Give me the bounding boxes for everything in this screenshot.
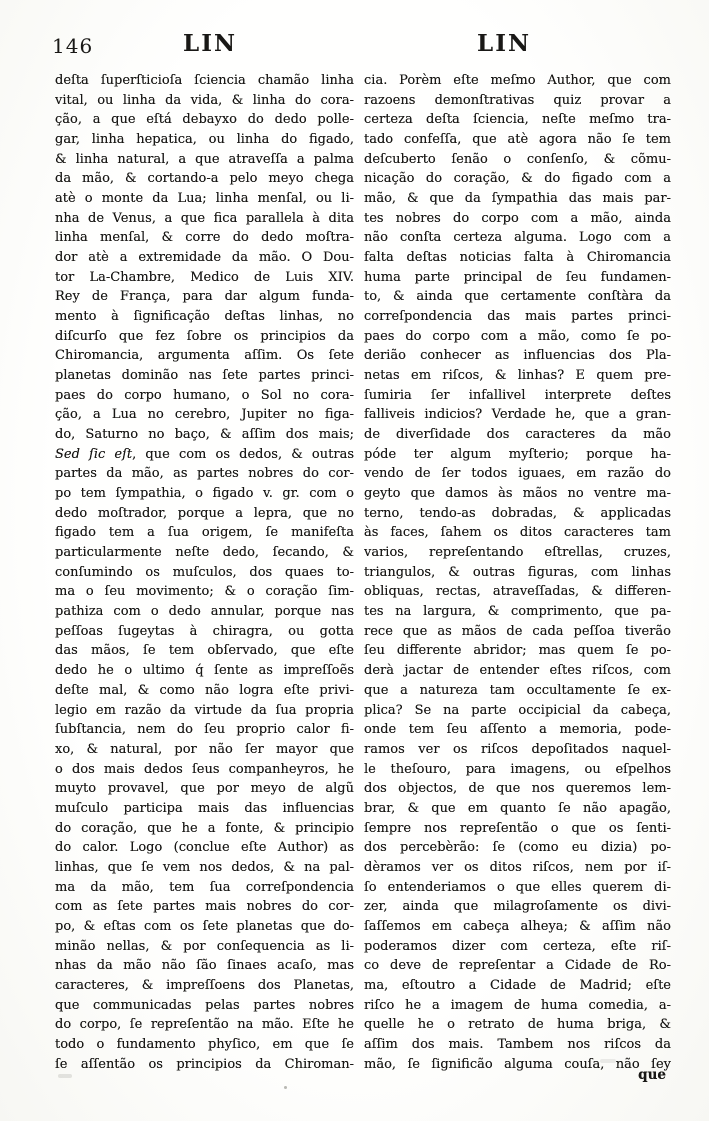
text-line: zer, ainda que milagroſamente os divi-	[364, 899, 671, 915]
text-line: cia. Porèm eſte meſmo Author, que com	[364, 73, 671, 88]
text-line: ramos ver os riſcos depoſitados naquel-	[364, 741, 671, 757]
text-line: po, & eſtas com os ſete planetas que do-	[55, 918, 354, 934]
text-line: particularmente neſte dedo, ſecando, &	[55, 545, 354, 561]
text-line: às faces, ſahem os ditos caracteres tam	[364, 525, 671, 541]
text-line: da mão, & cortando-a pelo meyo chega	[55, 171, 354, 187]
page-number: 146	[52, 34, 94, 58]
text-line: vital, ou linha da vida, & linha do cora-	[55, 92, 354, 108]
text-line: falta deſtas noticias falta à Chiromancia	[364, 250, 671, 266]
text-line: terno, tendo-as dobradas, & applicadas	[364, 505, 671, 521]
text-line: triangulos, & outras figuras, com linhas	[364, 564, 671, 580]
text-line: geyto que damos às mãos no ventre ma-	[364, 486, 671, 502]
text-line: to, & ainda que certamente conſtàra da	[364, 289, 671, 305]
scan-speck	[58, 1074, 72, 1078]
text-line: que communicadas pelas partes nobres	[55, 997, 354, 1013]
text-line: & linha natural, a que atraveſſa a palma	[55, 151, 354, 167]
text-line: nicação do coração, & do figado com a	[364, 171, 671, 187]
text-line: dor atè a extremidade da mão. O Dou-	[55, 250, 354, 266]
text-line: varios, repreſentando eſtrellas, cruzes,	[364, 545, 671, 561]
text-line: tor La-Chambre, Medico de Luis XIV.	[55, 269, 354, 285]
text-line: linha menſal, & corre do dedo moſtra-	[55, 230, 354, 246]
text-line: diſcurſo que fez ſobre os principios da	[55, 328, 354, 344]
text-line: pathiza com o dedo annular, porque nas	[55, 604, 354, 620]
text-line: ſubſtancia, nem do ſeu proprio calor fi-	[55, 722, 354, 738]
text-line: ſaſſemos em cabeça alheya; & aſſim não	[364, 918, 671, 934]
text-line: figado tem a ſua origem, ſe manifeſta	[55, 525, 354, 541]
text-line: dedo he o ultimo q́ ſente as impreſſoẽs	[55, 663, 354, 679]
text-line: ſe aſſentão os principios da Chiroman-	[55, 1056, 354, 1072]
text-line: tado confeſſa, que atè agora não ſe tem	[364, 132, 671, 148]
text-line: paes do corpo humano, o Sol no cora-	[55, 387, 354, 403]
text-line: legio em razão da virtude da ſua propria	[55, 702, 354, 718]
text-line: conſumindo os muſculos, dos quaes to-	[55, 564, 354, 580]
text-line: plica? Se na parte occipicial da cabeça,	[364, 702, 671, 718]
text-line: que a natureza tam occultamente ſe ex-	[364, 682, 671, 698]
text-line: gar, linha hepatica, ou linha do figado,	[55, 132, 354, 148]
text-line: ma, eſtoutro a Cidade de Madrid; eſte	[364, 977, 671, 993]
text-line: todo o fundamento phyſico, em que ſe	[55, 1036, 354, 1052]
text-column-right	[364, 71, 671, 1074]
text-line: vendo de ſer todos iguaes, em razão do	[364, 466, 671, 482]
text-line: nhas da mão não ſão ſinaes acaſo, mas	[55, 958, 354, 974]
text-line: rece que as mãos de cada peſſoa tiverão	[364, 623, 671, 639]
text-line: ma o ſeu movimento; & o coração ſim-	[55, 584, 354, 600]
text-column-left	[55, 71, 354, 1074]
text-line: ſumiria ſer infallivel interprete deſtes	[364, 387, 671, 403]
text-line: ſempre nos repreſentão o que os ſenti-	[364, 820, 671, 836]
text-line: aſſim dos mais. Tambem nos riſcos da	[364, 1036, 671, 1052]
text-line: Sed ſic eſt, que com os dedos, & outras	[55, 446, 354, 462]
text-line: muſculo participa mais das influencias	[55, 800, 354, 816]
text-line: co deve de repreſentar a Cidade de Ro-	[364, 958, 671, 974]
text-line: o dos mais dedos ſeus companheyros, he	[55, 761, 354, 777]
text-line: derião conhecer as influencias dos Pla-	[364, 348, 671, 364]
text-line: do calor. Logo (conclue eſte Author) as	[55, 840, 354, 856]
text-line: tes nobres do corpo com a mão, ainda	[364, 210, 671, 226]
text-line: peſſoas ſugeytas à chiragra, ou gotta	[55, 623, 354, 639]
text-line: derà jactar de entender eſtes riſcos, com	[364, 663, 671, 679]
text-line: dos percebèrão: ſe (como eu dizia) po-	[364, 840, 671, 856]
text-line: atè o monte da Lua; linha menſal, ou li-	[55, 191, 354, 207]
text-line: de diverſidade dos caracteres da mão	[364, 427, 671, 443]
text-line: poderamos dizer com certeza, eſte riſ-	[364, 938, 671, 954]
text-line: deſte mal, & como não logra eſte privi-	[55, 682, 354, 698]
catchword: que	[638, 1067, 666, 1083]
scan-speck	[600, 1059, 616, 1063]
scan-speck	[284, 1086, 287, 1089]
text-line: ſo entenderiamos o que elles querem di-	[364, 879, 671, 895]
text-line: dedo moſtrador, porque a lepra, que no	[55, 505, 354, 521]
text-line: ção, a que eſtá debayxo do dedo polle-	[55, 112, 354, 128]
text-line: correſpondencia das mais partes princi-	[364, 309, 671, 325]
text-line: ção, a Lua no cerebro, Jupiter no figa-	[55, 407, 354, 423]
text-line: do corpo, ſe repreſentão na mão. Eſte he	[55, 1017, 354, 1033]
text-line: linhas, que ſe vem nos dedos, & na pal-	[55, 859, 354, 875]
text-line: le theſouro, para imagens, ou eſpelhos	[364, 761, 671, 777]
text-line: riſco he a imagem de huma comedia, a-	[364, 997, 671, 1013]
text-line: planetas dominão nas ſete partes princi-	[55, 368, 354, 384]
text-line: dos objectos, de que nos queremos lem-	[364, 781, 671, 797]
text-line: muyto provavel, que por meyo de algũ	[55, 781, 354, 797]
text-line: tes na largura, & comprimento, que pa-	[364, 604, 671, 620]
text-line: Chiromancia, argumenta aſſim. Os ſete	[55, 348, 354, 364]
text-line: póde ter algum myſterio; porque ha-	[364, 446, 671, 462]
text-line: nha de Venus, a que fica parallela à dita	[55, 210, 354, 226]
italic-phrase: Sed ſic eſt	[55, 446, 133, 462]
text-line: onde tem ſeu aſſento a memoria, pode-	[364, 722, 671, 738]
text-line: não conſta certeza alguma. Logo com a	[364, 230, 671, 246]
text-line: dèramos ver os ditos riſcos, nem por iſ-	[364, 859, 671, 875]
text-line: xo, & natural, por não ſer mayor que	[55, 741, 354, 757]
text-line: partes da mão, as partes nobres do cor-	[55, 466, 354, 482]
text-line: caracteres, & impreſſoens dos Planetas,	[55, 977, 354, 993]
text-line: das mãos, ſe tem obſervado, que eſte	[55, 643, 354, 659]
text-line: com as ſete partes mais nobres do cor-	[55, 899, 354, 915]
text-line: paes do corpo com a mão, como ſe po-	[364, 328, 671, 344]
text-line: deſcuberto ſenão o conſenſo, & cõmu-	[364, 151, 671, 167]
text-line: mão, & que da ſympathia das mais par-	[364, 191, 671, 207]
text-line: falliveis indicios? Verdade he, que a gran-	[364, 407, 671, 423]
text-line: brar, & que em quanto ſe não apagão,	[364, 800, 671, 816]
text-line: Rey de França, para dar algum funda-	[55, 289, 354, 305]
text-line: minão nellas, & por conſequencia as li-	[55, 938, 354, 954]
text-line: obliquas, rectas, atraveſſadas, & differen-	[364, 584, 671, 600]
text-line: deſta ſuperſticioſa ſciencia chamão linha	[55, 73, 354, 88]
text-line: quelle he o retrato de huma briga, &	[364, 1017, 671, 1033]
text-line: ma da mão, tem ſua correſpondencia	[55, 879, 354, 895]
text-line: huma parte principal de ſeu fundamen-	[364, 269, 671, 285]
text-line: certeza deſta ſciencia, neſte meſmo tra-	[364, 112, 671, 128]
text-line: do coração, que he a fonte, & principio	[55, 820, 354, 836]
text-line: razoens demonſtrativas quiz provar a	[364, 92, 671, 108]
text-line: po tem ſympathia, o figado v. gr. com o	[55, 486, 354, 502]
text-line: mão, ſe ſignificão alguma couſa, não ſey	[364, 1056, 671, 1072]
text-line: mento à ſignificação deſtas linhas, no	[55, 309, 354, 325]
text-line: do, Saturno no baço, & aſſim dos mais;	[55, 427, 354, 443]
running-header-left: LIN	[183, 30, 237, 57]
running-header-right: LIN	[477, 30, 531, 57]
text-line: ſeu differente abridor; mas quem ſe po-	[364, 643, 671, 659]
text-line: netas em riſcos, & linhas? E quem pre-	[364, 368, 671, 384]
